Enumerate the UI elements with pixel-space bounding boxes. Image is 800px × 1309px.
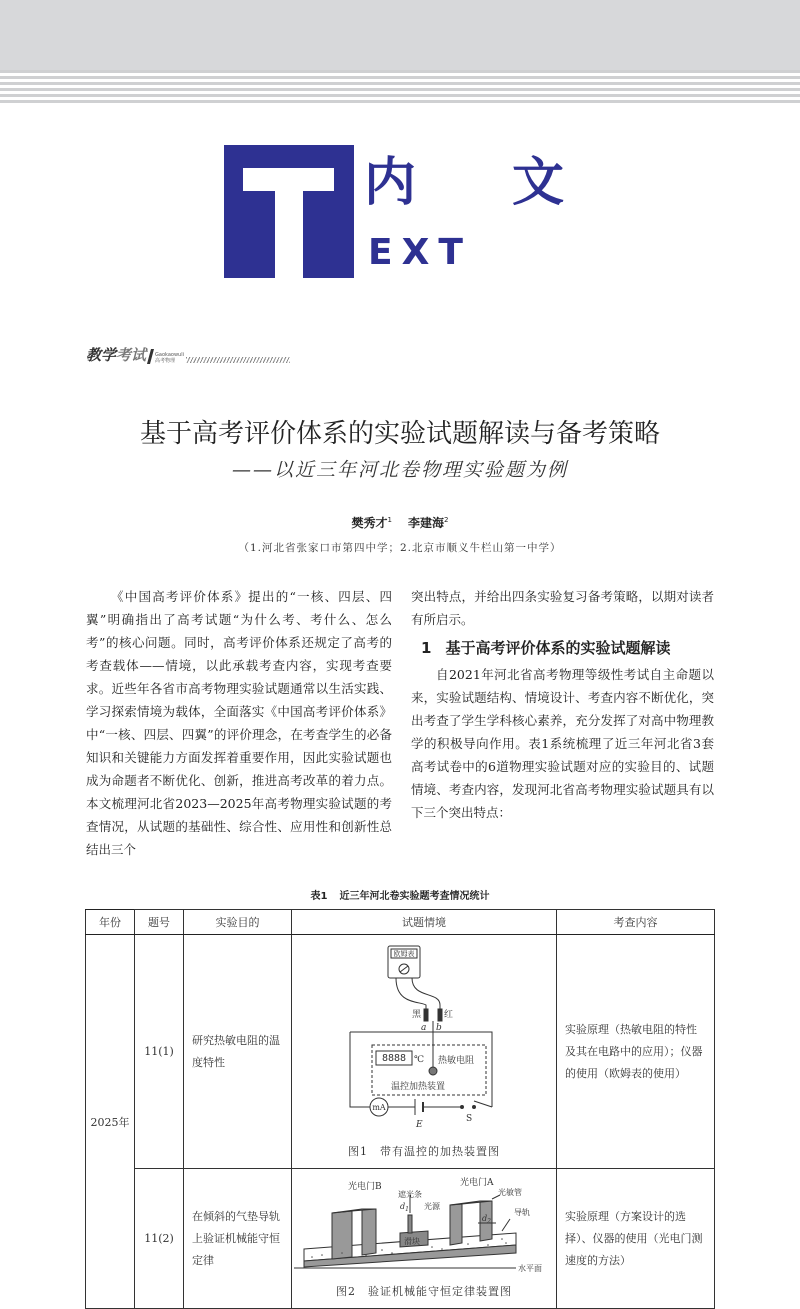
cell-number: 11(1)	[135, 935, 184, 1169]
label-device: 温控加热装置	[390, 1082, 446, 1092]
probe-b	[438, 1009, 442, 1021]
cell-year: 2025年	[86, 935, 135, 1309]
table-row	[86, 1169, 715, 1309]
section-tag-main-2: 考试	[116, 346, 147, 364]
cell-purpose: 研究热敏电阻的温度特性	[184, 935, 292, 1169]
label-d1-sub: 1	[405, 1206, 409, 1213]
rail-dot	[311, 1256, 313, 1258]
figure-1-caption: 图1 带有温控的加热装置图	[348, 1145, 500, 1158]
section-tag-main-1: 教学	[86, 346, 117, 364]
label-horizontal: 水平面	[518, 1264, 542, 1273]
body-right-column	[411, 585, 714, 824]
body-paragraph: 突出特点，并给出四条实验复习备考策略，以期对读者有所启示。	[411, 589, 714, 627]
rail-dot	[487, 1244, 489, 1246]
red-lead	[412, 978, 440, 1009]
gate-b-post	[362, 1209, 376, 1255]
gate-b-post	[332, 1211, 352, 1259]
exam-table	[85, 909, 715, 1309]
body-left-column	[86, 585, 392, 861]
section-tag-cn: 高考物理	[155, 358, 176, 364]
authors	[0, 514, 800, 531]
body-paragraph: 《中国高考评价体系》提出的“一核、四层、四翼”明确指出了高考试题“为什么考、考什么、怎么考”的核心问题。同时，高考评价体系还规定了高考的考查载体——情境，以此承载考查内容，实现考查要求。近些年各省市高考物理实验试题通常以生活实践、学习探索情境为载体，全面落实《中国高考评价体系》中“一核、四层、四翼”的评价理念，在考查学生的必备知识和关键能力方面发挥着重要作用，因此实验试题也成为命题者不断优化、创新，推进高考改革的着力点。本文梳理河北省2023—2025年高考物理实验试题的考查情况，从试题的基础性、综合性、应用性和创新性总结出三个	[86, 589, 392, 857]
display-digits: 8888	[381, 1053, 407, 1064]
cell-number: 11(2)	[135, 1169, 184, 1309]
rail-dot	[391, 1252, 393, 1254]
label-b: b	[436, 1023, 442, 1033]
section-tag-small	[155, 352, 184, 364]
label-d1	[400, 1202, 409, 1213]
cell-purpose: 在倾斜的气垫导轨上验证机械能守恒定律	[184, 1169, 292, 1309]
logo-char-2: 文	[511, 153, 564, 213]
header-number: 题号	[135, 910, 184, 935]
ohmmeter-label: 欧姆表	[393, 950, 415, 958]
label-photo-tube: 光敏管	[498, 1188, 522, 1197]
top-header-band	[0, 0, 800, 70]
ohmmeter-knob-line	[400, 966, 408, 972]
label-shade: 遮光条	[398, 1190, 422, 1199]
thermistor-bulb	[429, 1067, 437, 1075]
rail-dot	[341, 1252, 343, 1254]
logo-t-stem	[275, 191, 303, 278]
body-paragraph: 自2021年河北省高考物理等级性考试自主命题以来，实验试题结构、情境设计、考查内容不断优化，突出考查了学生学科核心素养，充分发挥了对高中物理教学的积极导向作用。表1系统梳理了近三年河北省3套高考试卷中的6道物理实验试题对应的实验目的、试题情境、考查内容，发现河北省高考物理实验试题具有以下三个突出特点：	[411, 667, 714, 820]
label-gate-b: 光电门B	[348, 1182, 382, 1192]
logo-char-1: 内	[364, 153, 417, 213]
logo-t-bar	[243, 168, 334, 191]
author-2: 李建海	[408, 516, 445, 530]
label-thermistor: 热敏电阻	[438, 1056, 475, 1066]
label-gate-a: 光电门A	[460, 1178, 494, 1188]
label-a: a	[421, 1023, 427, 1033]
rail-dot	[505, 1242, 507, 1244]
gate-a-post	[450, 1204, 462, 1245]
table-header-row	[86, 910, 715, 935]
black-lead	[396, 978, 426, 1009]
section-tag-hatch	[186, 357, 290, 363]
switch-contact	[473, 1106, 476, 1109]
rail-dot	[431, 1246, 433, 1248]
rail-dot	[467, 1243, 469, 1245]
header-year: 年份	[86, 910, 135, 935]
figure-2-air-track	[292, 1169, 556, 1308]
rail-dot	[365, 1254, 367, 1256]
rail-dot	[381, 1249, 383, 1251]
author-1: 樊秀才	[351, 516, 388, 530]
label-black: 黑	[412, 1010, 422, 1020]
label-slider: 滑块	[404, 1237, 420, 1246]
cell-scenario	[292, 1169, 557, 1309]
section-tag-main	[86, 344, 146, 365]
rail-dot	[501, 1238, 503, 1240]
top-stripes	[0, 70, 800, 106]
shade-strip	[408, 1215, 412, 1233]
logo-ext: EXT	[368, 232, 472, 273]
section-tag-slash	[147, 349, 154, 364]
section-tag	[86, 344, 290, 365]
author-2-sup: 2	[444, 516, 449, 524]
circuit-outline	[350, 1032, 492, 1107]
table-caption-text: 近三年河北卷实验题考查情况统计	[339, 891, 490, 902]
rail-dot	[441, 1248, 443, 1250]
label-red: 红	[444, 1010, 454, 1020]
label-switch: S	[466, 1114, 473, 1124]
header-scenario: 试题情境	[292, 910, 557, 935]
header-content: 考查内容	[557, 910, 715, 935]
label-meter: mA	[372, 1103, 386, 1112]
logo-t-block	[224, 145, 354, 278]
label-rail: 导轨	[514, 1208, 530, 1217]
cell-content: 实验原理（方案设计的选择）、仪器的使用（光电门测速度的方法）	[557, 1169, 715, 1309]
section-tag-en: Gaokaowuli	[155, 352, 184, 358]
section-heading-number: 1	[421, 639, 432, 657]
affiliation: （1.河北省张家口市第四中学；2.北京市顺义牛栏山第一中学）	[238, 542, 562, 554]
logo-title	[364, 140, 564, 213]
table-caption-number: 表1	[310, 891, 328, 902]
label-emf: E	[416, 1120, 423, 1130]
switch-contact	[461, 1106, 464, 1109]
article-subtitle: ——以近三年河北卷物理实验题为例	[231, 459, 568, 481]
header-purpose: 实验目的	[184, 910, 292, 935]
article-title: 基于高考评价体系的实验试题解读与备考策略	[139, 419, 660, 449]
section-heading	[411, 635, 714, 661]
figure-1-heating-device	[292, 935, 556, 1168]
author-1-sup: 1	[387, 516, 392, 524]
display-unit: ℃	[414, 1055, 425, 1065]
label-light-source: 光源	[424, 1202, 440, 1211]
label-d2-letter: d	[482, 1214, 488, 1223]
probe-a	[424, 1009, 428, 1021]
cell-content: 实验原理（热敏电阻的特性及其在电路中的应用）；仪器的使用（欧姆表的使用）	[557, 935, 715, 1169]
leader-line	[502, 1219, 510, 1231]
label-d2-sub: 2	[487, 1218, 491, 1225]
label-d1-letter: d	[400, 1202, 406, 1211]
rail-dot	[321, 1254, 323, 1256]
table-row	[86, 935, 715, 1169]
section-heading-text: 基于高考评价体系的实验试题解读	[445, 639, 671, 657]
table-caption	[0, 887, 800, 902]
cell-scenario	[292, 935, 557, 1169]
figure-2-caption: 图2 验证机械能守恒定律装置图	[336, 1285, 512, 1298]
